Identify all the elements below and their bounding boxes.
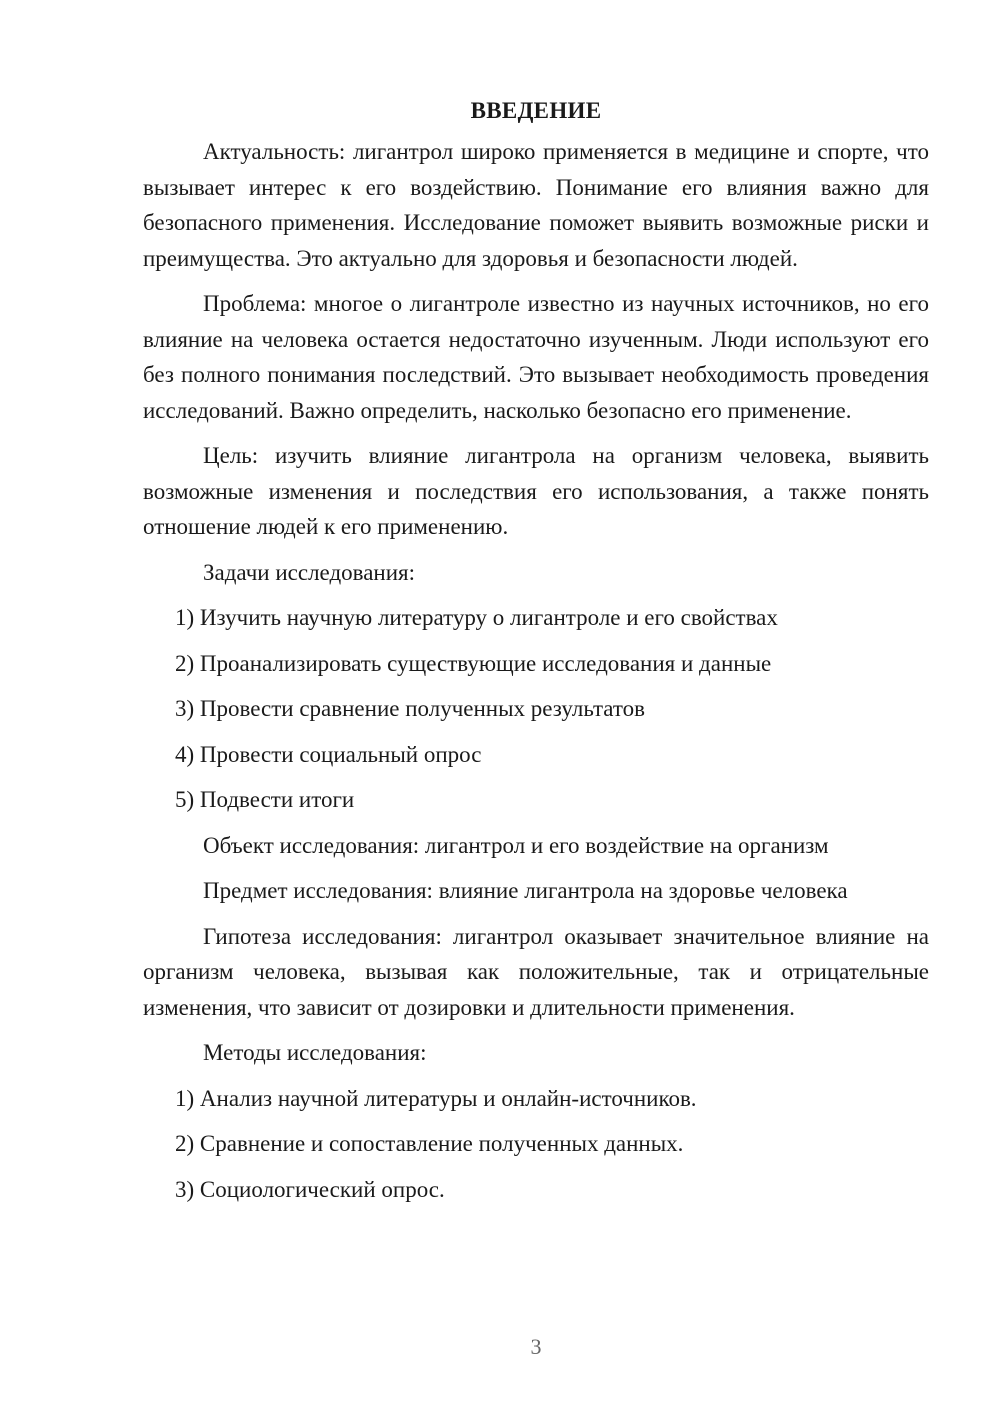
task-item: 3) Провести сравнение полученных результатов (175, 696, 646, 721)
object-line: Объект исследования: лигантрол и его воздействие на организм (203, 832, 829, 858)
tasks-title: Задачи исследования: (203, 559, 416, 585)
page-number: 3 (530, 1334, 542, 1359)
subject-line: Предмет исследования: влияние лигантрола на здоровье человека (203, 878, 848, 903)
goal-paragraph: Цель: изучить влияние лигантрола на организм человека, выявить возможные изменения и последствия его использования, а также понять отношение людей к его применению. (143, 443, 929, 539)
task-item: 4) Провести социальный опрос (175, 741, 482, 767)
task-item: 5) Подвести итоги (175, 787, 355, 812)
task-item: 1) Изучить научную литературу о лигантроле и его свойствах (175, 605, 778, 630)
method-item: 1) Анализ научной литературы и онлайн-источников. (175, 1085, 697, 1111)
method-item: 3) Социологический опрос. (175, 1176, 445, 1202)
methods-title: Методы исследования: (203, 1040, 427, 1065)
hypothesis-paragraph: Гипотеза исследования: лигантрол оказывает значительное влияние на организм человека, вызывая как положительные, так и отрицательные изменения, что зависит от дозировки и длительности применения. (143, 923, 929, 1020)
document-page (143, 96, 929, 1217)
problem-paragraph: Проблема: многое о лигантроле известно из научных источников, но его влияние на человека остается недостаточно изученным. Люди используют его без полного понимания последствий. Это вызывает необходимость проведения исследований. Важно определить, насколько безопасно его применение. (143, 291, 929, 423)
section-heading: ВВЕДЕНИЕ (470, 98, 602, 123)
method-item: 2) Сравнение и сопоставление полученных данных. (175, 1131, 684, 1156)
task-item: 2) Проанализировать существующие исследования и данные (175, 650, 772, 676)
relevance-paragraph: Актуальность: лигантрол широко применяется в медицине и спорте, что вызывает интерес к его воздействию. Понимание его влияния важно для безопасного применения. Исследование поможет выявить возможные риски и преимущества. Это актуально для здоровья и безопасности людей. (143, 139, 929, 271)
